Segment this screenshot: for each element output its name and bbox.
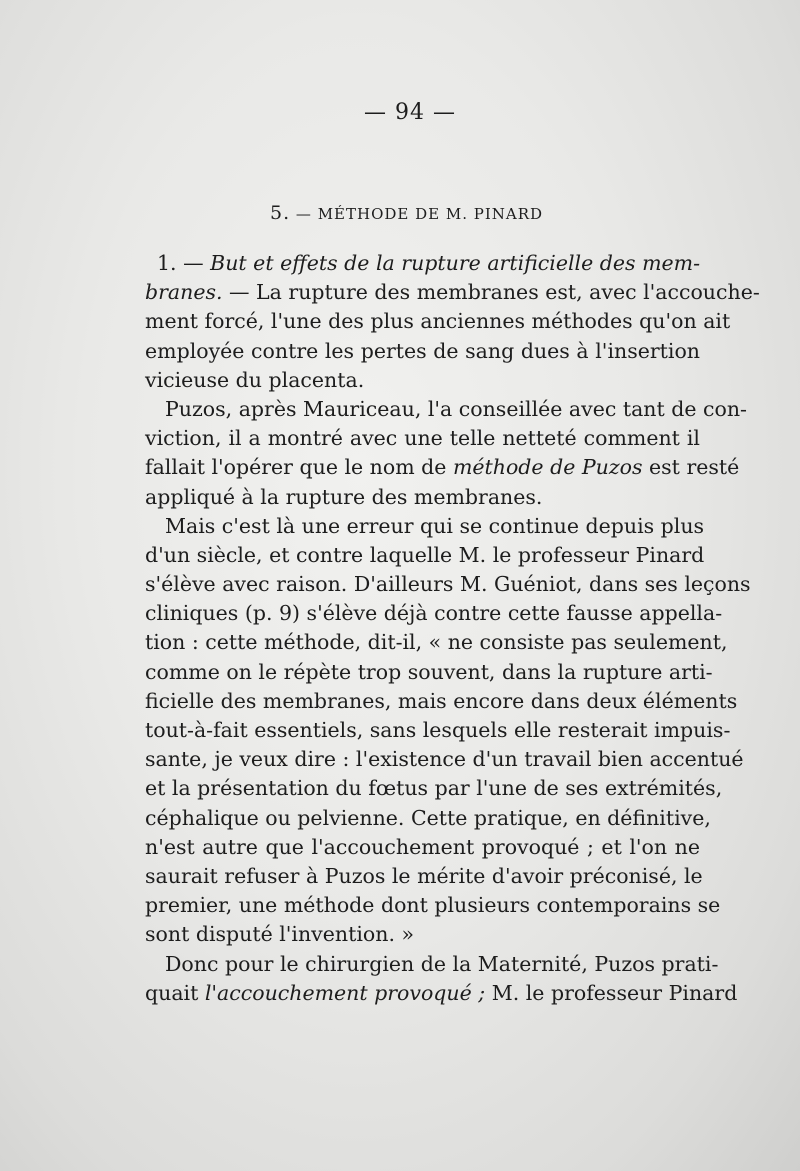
text-line: Donc pour le chirurgien de la Maternité, Puzos prati- bbox=[165, 951, 719, 976]
text-line: ment forcé, l'une des plus anciennes méthodes qu'on ait bbox=[145, 309, 731, 334]
section-number: 5. bbox=[270, 202, 291, 224]
text-line: vicieuse du placenta. bbox=[145, 367, 365, 392]
text-line: sont disputé l'invention. » bbox=[145, 922, 415, 947]
text-line: Puzos, après Mauriceau, l'a conseillée avec tant de con- bbox=[165, 396, 747, 421]
text-line: sante, je veux dire : l'existence d'un travail bien accentué bbox=[145, 747, 744, 772]
text-line: premier, une méthode dont plusieurs contemporains se bbox=[145, 893, 721, 918]
section-title: — MÉTHODE DE M. PINARD bbox=[295, 205, 544, 223]
text-line: Mais c'est là une erreur qui se continue depuis plus bbox=[165, 513, 705, 538]
text-line: appliqué à la rupture des membranes. bbox=[145, 484, 543, 509]
bleed-through-text bbox=[470, 140, 476, 162]
page-number: — 94 — bbox=[364, 100, 456, 125]
text-line: quait l'accouchement provoqué ; M. le professeur Pinard bbox=[145, 980, 738, 1005]
text-line: 1. — But et effets de la rupture artificielle des mem- bbox=[157, 251, 701, 275]
text-line: et la présentation du fœtus par l'une de ses extrémités, bbox=[145, 776, 723, 801]
text-line: d'un siècle, et contre laquelle M. le professeur Pinard bbox=[145, 542, 705, 567]
text-line: ficielle des membranes, mais encore dans deux éléments bbox=[145, 688, 738, 713]
section-heading bbox=[270, 202, 570, 224]
text-line: saurait refuser à Puzos le mérite d'avoir préconisé, le bbox=[145, 863, 703, 888]
text-line: viction, il a montré avec une telle netteté comment il bbox=[145, 426, 700, 451]
text-line: tout-à-fait essentiels, sans lesquels elle resterait impuis- bbox=[145, 718, 731, 742]
text-line: comme on le répète trop souvent, dans la rupture arti- bbox=[145, 659, 713, 684]
text-line: n'est autre que l'accouchement provoqué ; et l'on ne bbox=[145, 834, 700, 859]
text-line: employée contre les pertes de sang dues à l'insertion bbox=[145, 338, 700, 363]
text-line: branes. — La rupture des membranes est, avec l'accouche- bbox=[145, 280, 760, 305]
text-line: cliniques (p. 9) s'élève déjà contre cette fausse appella- bbox=[145, 601, 723, 626]
text-line: fallait l'opérer que le nom de méthode de Puzos est resté bbox=[145, 455, 740, 480]
body-text bbox=[145, 249, 760, 1008]
text-line: tion : cette méthode, dit-il, « ne consiste pas seulement, bbox=[145, 630, 728, 655]
text-line: céphalique ou pelvienne. Cette pratique, en définitive, bbox=[145, 805, 711, 830]
text-line: s'élève avec raison. D'ailleurs M. Guéniot, dans ses leçons bbox=[145, 572, 751, 597]
